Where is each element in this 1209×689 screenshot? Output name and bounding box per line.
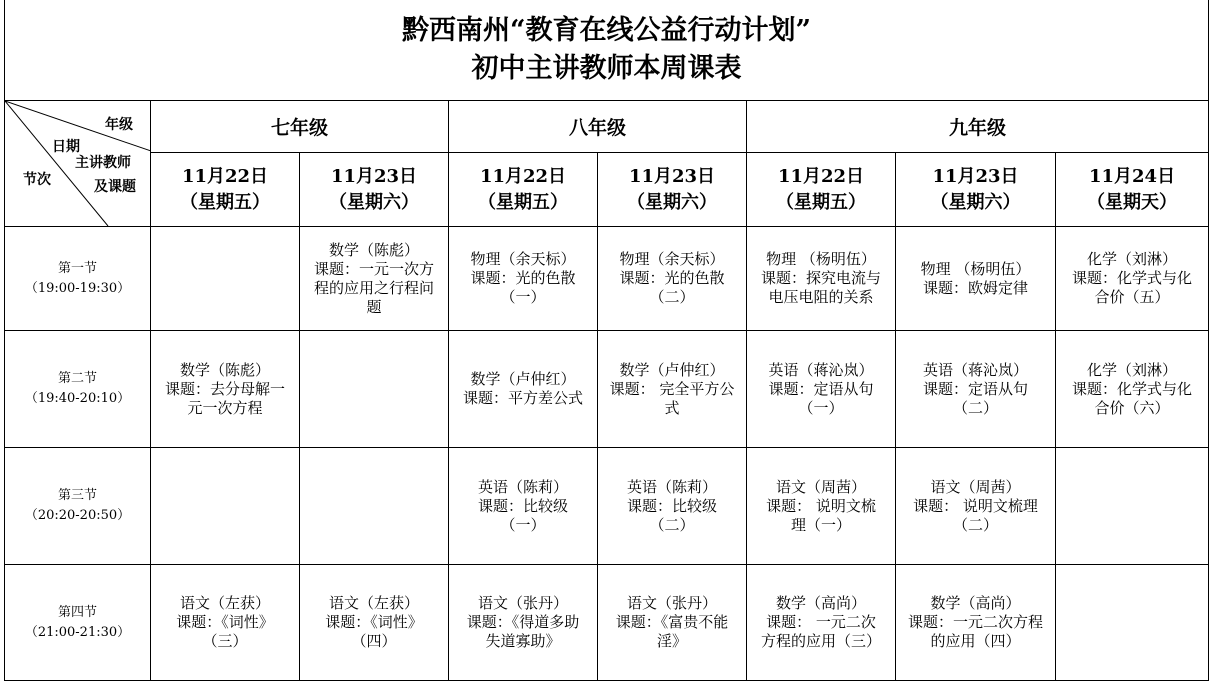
lesson-topic-line: 合价（六） — [1094, 398, 1170, 417]
lesson-topic-line: （一） — [798, 398, 844, 417]
period-row — [5, 331, 1209, 448]
weekday-text: （星期六） — [627, 191, 717, 213]
empty-cell — [300, 331, 449, 448]
subject-teacher: 物理（余天标） — [470, 250, 576, 268]
period-row — [5, 227, 1209, 331]
date-header-5 — [747, 153, 896, 227]
lesson-topic-line: 课题： 一元二次 — [766, 613, 876, 631]
subject-teacher: 化学（刘淋） — [1087, 360, 1178, 379]
subject-teacher: 语文（张丹） — [626, 594, 717, 612]
lesson-topic-line: 元一次方程 — [187, 398, 263, 417]
lesson-cell — [449, 565, 598, 681]
lesson-topic-line: 理（一） — [790, 515, 851, 534]
subject-teacher: 化学（刘淋） — [1087, 250, 1178, 268]
period-label: 第三节 — [57, 488, 97, 503]
lesson-topic-line: 课题：平方差公式 — [462, 389, 583, 407]
grade-header-8: 八年级 — [449, 101, 747, 153]
period-row — [5, 565, 1209, 681]
lesson-topic-line: （三） — [202, 632, 248, 650]
lesson-cell — [896, 448, 1056, 565]
lesson-topic-line: 课题：《词性》 — [176, 613, 274, 631]
empty-cell — [300, 448, 449, 565]
lesson-topic-line: 式 — [664, 398, 680, 417]
lesson-topic-line: 课题：定语从句 — [922, 379, 1028, 398]
lesson-cell — [747, 331, 896, 448]
lesson-cell — [151, 331, 300, 448]
corner-topic-label: 及课题 — [94, 179, 136, 195]
empty-cell — [151, 448, 300, 565]
lesson-cell — [300, 227, 449, 331]
lesson-topic-line: 课题：比较级 — [477, 496, 568, 515]
lesson-topic-line: 课题：欧姆定律 — [922, 278, 1028, 297]
lesson-topic-line: 程的应用之行程问 — [313, 278, 434, 297]
lesson-cell — [151, 565, 300, 681]
title-line-1: 黔西南州“教育在线公益行动计划” — [402, 15, 812, 46]
subject-teacher: 英语（陈莉） — [477, 477, 568, 496]
lesson-topic-line: （四） — [351, 632, 397, 650]
period-cell — [5, 331, 151, 448]
corner-date-label: 日期 — [52, 139, 80, 155]
corner-teacher-label: 主讲教师 — [75, 155, 131, 171]
subject-teacher: 物理 （杨明伍） — [766, 250, 876, 268]
lesson-cell — [1056, 331, 1209, 448]
lesson-topic-line: 失道寡助》 — [485, 632, 561, 650]
lesson-cell — [598, 331, 747, 448]
date-header-2 — [300, 153, 449, 227]
weekday-text: （星期五） — [478, 191, 568, 213]
lesson-cell — [449, 227, 598, 331]
lesson-topic-line: 课题： 完全平方公 — [609, 379, 735, 398]
lesson-cell — [598, 227, 747, 331]
date-text: 11月24日 — [1088, 165, 1176, 187]
empty-cell — [1056, 448, 1209, 565]
weekday-text: （星期六） — [329, 191, 419, 213]
page-title — [5, 0, 1209, 101]
lesson-topic-line: 电压电阻的关系 — [768, 288, 874, 306]
lesson-topic-line: （二） — [952, 515, 998, 534]
subject-teacher: 数学（高尚） — [775, 594, 866, 612]
lesson-cell — [747, 227, 896, 331]
subject-teacher: 物理 （杨明伍） — [920, 259, 1031, 278]
date-text: 11月23日 — [330, 165, 418, 187]
lesson-topic-line: 课题：比较级 — [626, 496, 717, 515]
title-line-2: 初中主讲教师本周课表 — [471, 53, 742, 84]
subject-teacher: 英语（蒋沁岚） — [922, 360, 1028, 379]
lesson-topic-line: 课题： 说明文梳理 — [913, 496, 1038, 515]
lesson-topic-line: 课题：光的色散 — [470, 269, 576, 287]
grade-header-9: 九年级 — [747, 101, 1209, 153]
subject-teacher: 英语（陈莉） — [626, 477, 717, 496]
empty-cell — [151, 227, 300, 331]
weekday-text: （星期五） — [776, 191, 866, 213]
lesson-cell — [449, 448, 598, 565]
lesson-topic-line: 课题：《富贵不能 — [615, 613, 729, 631]
lesson-topic-line: 课题：一元一次方 — [313, 259, 434, 278]
corner-header-cell — [5, 101, 151, 227]
period-time: （20:20-20:50） — [24, 508, 131, 523]
lesson-topic-line: 课题：化学式与化 — [1072, 269, 1193, 287]
subject-teacher: 英语（蒋沁岚） — [768, 360, 874, 379]
lesson-topic-line: 课题：一元二次方程 — [907, 613, 1043, 631]
schedule-table — [4, 0, 1209, 681]
lesson-cell — [747, 565, 896, 681]
date-header-6 — [896, 153, 1056, 227]
lesson-topic-line: 合价（五） — [1094, 288, 1170, 306]
date-text: 11月23日 — [628, 165, 716, 187]
lesson-topic-line: 课题：去分母解一 — [164, 379, 285, 398]
lesson-topic-line: （一） — [500, 288, 546, 306]
subject-teacher: 数学（陈彪） — [179, 360, 270, 379]
lesson-topic-line: （一） — [500, 515, 546, 534]
date-header-7 — [1056, 153, 1209, 227]
lesson-cell — [300, 565, 449, 681]
period-label: 第二节 — [57, 371, 97, 386]
lesson-topic-line: 课题：《词性》 — [325, 613, 423, 631]
date-header-3 — [449, 153, 598, 227]
grade-header-7: 七年级 — [151, 101, 449, 153]
lesson-topic-line: （二） — [649, 288, 695, 306]
subject-teacher: 语文（周茜） — [930, 477, 1021, 496]
lesson-topic-line: 课题：化学式与化 — [1072, 379, 1193, 398]
weekday-text: （星期天） — [1087, 191, 1178, 213]
period-label: 第一节 — [57, 260, 97, 276]
lesson-cell — [747, 448, 896, 565]
empty-cell — [1056, 565, 1209, 681]
date-text: 11月22日 — [777, 165, 865, 187]
date-text: 11月23日 — [932, 165, 1019, 187]
lesson-cell — [449, 331, 598, 448]
period-cell — [5, 227, 151, 331]
lesson-topic-line: 的应用（四） — [930, 632, 1021, 650]
lesson-cell — [896, 565, 1056, 681]
lesson-topic-line: （二） — [649, 515, 695, 534]
lesson-topic-line: （二） — [952, 398, 998, 417]
subject-teacher: 语文（张丹） — [477, 594, 568, 612]
lesson-topic-line: 方程的应用（三） — [760, 632, 881, 650]
corner-grade-label: 年级 — [105, 117, 133, 133]
subject-teacher: 语文（左获） — [328, 594, 419, 612]
period-cell — [5, 448, 151, 565]
lesson-topic-line: 课题：定语从句 — [768, 379, 874, 398]
lesson-cell — [896, 227, 1056, 331]
lesson-topic-line: 课题：光的色散 — [619, 269, 725, 287]
date-header-1 — [151, 153, 300, 227]
date-header-4 — [598, 153, 747, 227]
period-time: （19:40-20:10） — [24, 391, 131, 406]
lesson-topic-line: 淫》 — [656, 632, 687, 650]
lesson-cell — [598, 565, 747, 681]
lesson-topic-line: 题 — [366, 297, 382, 316]
corner-period-label: 节次 — [23, 172, 51, 188]
subject-teacher: 数学（高尚） — [930, 594, 1021, 612]
subject-teacher: 语文（周茜） — [775, 477, 866, 496]
period-time: （19:00-19:30） — [24, 280, 131, 296]
period-label: 第四节 — [57, 604, 97, 620]
schedule-sheet — [4, 0, 1208, 689]
subject-teacher: 数学（卢仲红） — [619, 360, 725, 379]
lesson-topic-line: 课题：探究电流与 — [760, 269, 881, 287]
subject-teacher: 物理（余天标） — [619, 250, 725, 268]
period-row — [5, 448, 1209, 565]
period-time: （21:00-21:30） — [24, 624, 131, 640]
lesson-topic-line: 课题： 说明文梳 — [766, 496, 876, 515]
lesson-cell — [598, 448, 747, 565]
lesson-cell — [1056, 227, 1209, 331]
lesson-cell — [896, 331, 1056, 448]
date-text: 11月22日 — [181, 165, 269, 187]
period-cell — [5, 565, 151, 681]
subject-teacher: 语文（左获） — [179, 594, 270, 612]
subject-teacher: 数学（卢仲红） — [470, 370, 576, 388]
lesson-topic-line: 课题：《得道多助 — [466, 613, 580, 631]
weekday-text: （星期五） — [180, 191, 270, 213]
weekday-text: （星期六） — [930, 191, 1021, 213]
date-text: 11月22日 — [479, 165, 567, 187]
subject-teacher: 数学（陈彪） — [328, 240, 419, 259]
